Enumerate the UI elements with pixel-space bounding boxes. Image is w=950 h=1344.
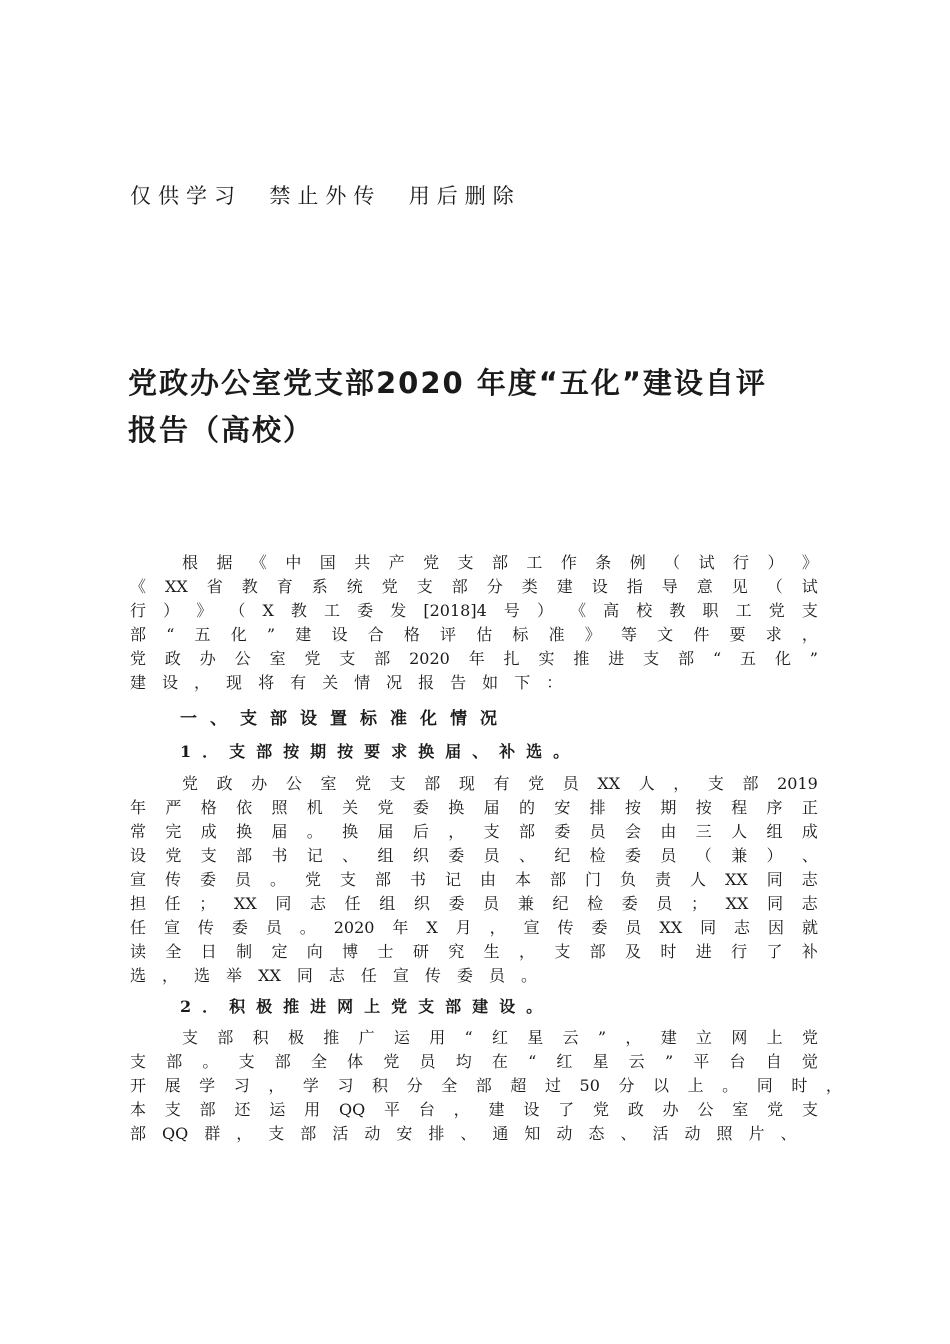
text-line: 党 政 办 公 室 党 支 部 现 有 党 员 XX 人 ， 支 部 2019 bbox=[182, 774, 818, 793]
text-line: 开 展 学 习 ， 学 习 积 分 全 部 超 过 50 分 以 上 。 同 时 ， bbox=[130, 1076, 842, 1095]
text-line: 党 政 办 公 室 党 支 部 2020 年 扎 实 推 进 支 部 “ 五 化 ” bbox=[130, 649, 818, 668]
title-line: 报告（高校） bbox=[128, 413, 315, 447]
text-line: 支 部 积 极 推 广 运 用 “ 红 星 云 ” ， 建 立 网 上 党 bbox=[182, 1028, 818, 1047]
text-line: 本 支 部 还 运 用 QQ 平 台 ， 建 设 了 党 政 办 公 室 党 支 bbox=[130, 1100, 818, 1119]
text-line: 部 QQ 群 ， 支 部 活 动 安 排 、 通 知 动 态 、 活 动 照 片 、 bbox=[130, 1124, 797, 1143]
text-line: 常 完 成 换 届 。 换 届 后 ， 支 部 委 员 会 由 三 人 组 成 bbox=[130, 822, 818, 841]
text-line: 任 宣 传 委 员 。 2020 年 X 月 ， 宣 传 委 员 XX 同 志 因 就 bbox=[130, 918, 818, 937]
text-line: 支 部 。 支 部 全 体 党 员 均 在 “ 红 星 云 ” 平 台 自 觉 bbox=[130, 1052, 818, 1071]
distribution-notice: 仅供学习 禁止外传 用后删除 bbox=[130, 184, 521, 208]
paragraph-1 bbox=[130, 772, 818, 988]
document-title bbox=[128, 360, 838, 454]
text-line: 部 “ 五 化 ” 建 设 合 格 评 估 标 准 》 等 文 件 要 求 ， bbox=[130, 625, 818, 644]
text-line: 行 ） 》 （ X 教 工 委 发 [2018]4 号 ） 《 高 校 教 职 工 党 支 bbox=[130, 601, 818, 620]
paragraph-2 bbox=[130, 1026, 842, 1146]
subsection-heading-1: 1．支部按期按要求换届、补选。 bbox=[180, 742, 581, 761]
subsection-heading-2: 2．积极推进网上党支部建设。 bbox=[180, 997, 554, 1016]
text-line: 宣 传 委 员 。 党 支 部 书 记 由 本 部 门 负 责 人 XX 同 志 bbox=[130, 870, 818, 889]
text-line: 选 ， 选 举 XX 同 志 任 宣 传 委 员 。 bbox=[130, 966, 537, 985]
section-heading-1: 一、支部设置标准化情况 bbox=[180, 709, 510, 729]
text-line: 年 严 格 依 照 机 关 党 委 换 届 的 安 排 按 期 按 程 序 正 bbox=[130, 798, 818, 817]
text-line: 担 任 ； XX 同 志 任 组 织 委 员 兼 纪 检 委 员 ； XX 同 志 bbox=[130, 894, 818, 913]
text-line: 《 XX 省 教 育 系 统 党 支 部 分 类 建 设 指 导 意 见 （ 试 bbox=[130, 577, 818, 596]
text-line: 根 据 《 中 国 共 产 党 支 部 工 作 条 例 （ 试 行 ） 》 bbox=[182, 553, 818, 572]
title-line: 党政办公室党支部2020 年度“五化”建设自评 bbox=[128, 366, 767, 400]
text-line: 设 党 支 部 书 记 、 组 织 委 员 、 纪 检 委 员 （ 兼 ） 、 bbox=[130, 846, 818, 865]
intro-paragraph bbox=[130, 551, 818, 695]
text-line: 读 全 日 制 定 向 博 士 研 究 生 ， 支 部 及 时 进 行 了 补 bbox=[130, 942, 818, 961]
text-line: 建 设 ， 现 将 有 关 情 况 报 告 如 下 ： bbox=[130, 673, 563, 692]
